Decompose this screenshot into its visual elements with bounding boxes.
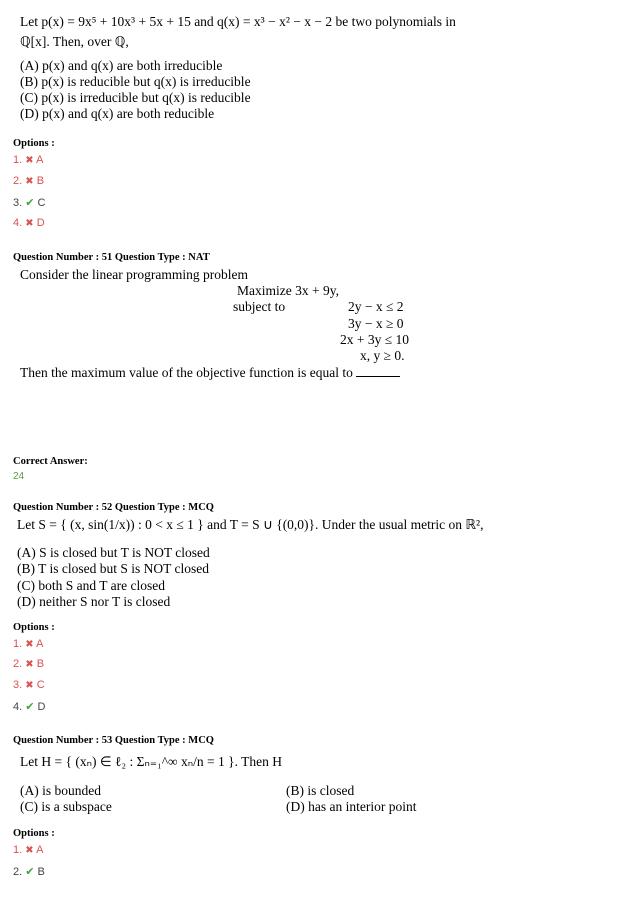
q52-choice-b: (B) T is closed but S is NOT closed bbox=[17, 561, 209, 576]
q50-choice-d: (D) p(x) and q(x) are both reducible bbox=[20, 106, 215, 121]
q50-stem-line2: ℚ[x]. Then, over ℚ, bbox=[20, 34, 129, 49]
q51-constraint-3: 2x + 3y ≤ 10 bbox=[340, 332, 410, 347]
wrong-mark-icon: ✖ bbox=[25, 845, 34, 856]
option-letter: A bbox=[36, 154, 44, 166]
option-number: 3. bbox=[13, 679, 23, 691]
q53-options-label: Options : bbox=[13, 828, 55, 839]
check-mark-icon: ✔ bbox=[25, 866, 35, 878]
q51-constraint-1: 2y − x ≤ 2 bbox=[348, 299, 404, 314]
q52-option-1 bbox=[13, 638, 43, 650]
option-letter: B bbox=[37, 866, 45, 878]
q52-option-2 bbox=[13, 658, 44, 670]
q52-choice-a: (A) S is closed but T is NOT closed bbox=[17, 545, 210, 560]
option-number: 2. bbox=[13, 658, 23, 670]
q53-choice-c: (C) is a subspace bbox=[20, 799, 112, 814]
wrong-mark-icon: ✖ bbox=[25, 639, 34, 650]
wrong-mark-icon: ✖ bbox=[25, 155, 34, 166]
wrong-mark-icon: ✖ bbox=[25, 680, 34, 691]
q53-choice-b: (B) is closed bbox=[286, 783, 355, 798]
option-number: 4. bbox=[13, 701, 23, 713]
option-letter: D bbox=[37, 701, 46, 713]
q50-option-2 bbox=[13, 175, 44, 187]
wrong-mark-icon: ✖ bbox=[25, 176, 34, 187]
q53-option-1 bbox=[13, 844, 43, 856]
q53-stem: Let H = { (xₙ) ∈ ℓ₂ : Σₙ₌₁^∞ xₙ/n = 1 }. Then H bbox=[20, 754, 283, 769]
q51-subject-to: subject to bbox=[233, 299, 286, 314]
q51-correct-label: Correct Answer: bbox=[13, 456, 88, 467]
q53-header: Question Number : 53 Question Type : MCQ bbox=[13, 735, 214, 746]
q52-option-3 bbox=[13, 679, 45, 691]
option-letter: A bbox=[36, 638, 44, 650]
q51-header: Question Number : 51 Question Type : NAT bbox=[13, 252, 210, 263]
option-letter: C bbox=[37, 197, 46, 209]
option-letter: D bbox=[36, 217, 45, 229]
q53-option-2 bbox=[13, 865, 45, 878]
q52-stem: Let S = { (x, sin(1/x)) : 0 < x ≤ 1 } and T = S ∪ {(0,0)}. Under the usual metric on ℝ², bbox=[17, 517, 484, 532]
option-letter: B bbox=[36, 658, 45, 670]
q53-choice-d: (D) has an interior point bbox=[286, 799, 417, 814]
q50-option-4 bbox=[13, 217, 45, 229]
q51-conclusion bbox=[20, 364, 400, 381]
q51-constraint-4: x, y ≥ 0. bbox=[360, 348, 405, 363]
q50-option-1 bbox=[13, 154, 43, 166]
option-letter: A bbox=[36, 844, 44, 856]
option-number: 2. bbox=[13, 866, 23, 878]
check-mark-icon: ✔ bbox=[25, 197, 35, 209]
q52-options-label: Options : bbox=[13, 622, 55, 633]
option-letter: C bbox=[36, 679, 45, 691]
q50-choice-c: (C) p(x) is irreducible but q(x) is reducible bbox=[20, 90, 251, 105]
q51-constraint-2: 3y − x ≥ 0 bbox=[348, 316, 404, 331]
option-number: 3. bbox=[13, 197, 23, 209]
option-letter: B bbox=[36, 175, 45, 187]
q51-intro: Consider the linear programming problem bbox=[20, 267, 248, 282]
q52-choice-d: (D) neither S nor T is closed bbox=[17, 594, 171, 609]
option-number: 2. bbox=[13, 175, 23, 187]
q52-option-4 bbox=[13, 700, 45, 713]
q50-options-label: Options : bbox=[13, 138, 55, 149]
q50-choice-a: (A) p(x) and q(x) are both irreducible bbox=[20, 58, 223, 73]
answer-blank bbox=[356, 364, 400, 377]
option-number: 1. bbox=[13, 154, 23, 166]
q50-choice-b: (B) p(x) is reducible but q(x) is irreducible bbox=[20, 74, 251, 89]
q51-objective: Maximize 3x + 9y, bbox=[237, 283, 339, 298]
q50-stem-line1: Let p(x) = 9x⁵ + 10x³ + 5x + 15 and q(x) = x³ − x² − x − 2 be two polynomials in bbox=[20, 14, 456, 29]
q50-option-3 bbox=[13, 196, 45, 209]
option-number: 1. bbox=[13, 844, 23, 856]
q51-correct-value: 24 bbox=[13, 471, 25, 482]
check-mark-icon: ✔ bbox=[25, 701, 35, 713]
q51-conclusion-text: Then the maximum value of the objective function is equal to bbox=[20, 365, 353, 380]
q52-choice-c: (C) both S and T are closed bbox=[17, 578, 165, 593]
wrong-mark-icon: ✖ bbox=[25, 218, 34, 229]
wrong-mark-icon: ✖ bbox=[25, 659, 34, 670]
q52-header: Question Number : 52 Question Type : MCQ bbox=[13, 502, 214, 513]
option-number: 4. bbox=[13, 217, 23, 229]
q53-choice-a: (A) is bounded bbox=[20, 783, 101, 798]
option-number: 1. bbox=[13, 638, 23, 650]
